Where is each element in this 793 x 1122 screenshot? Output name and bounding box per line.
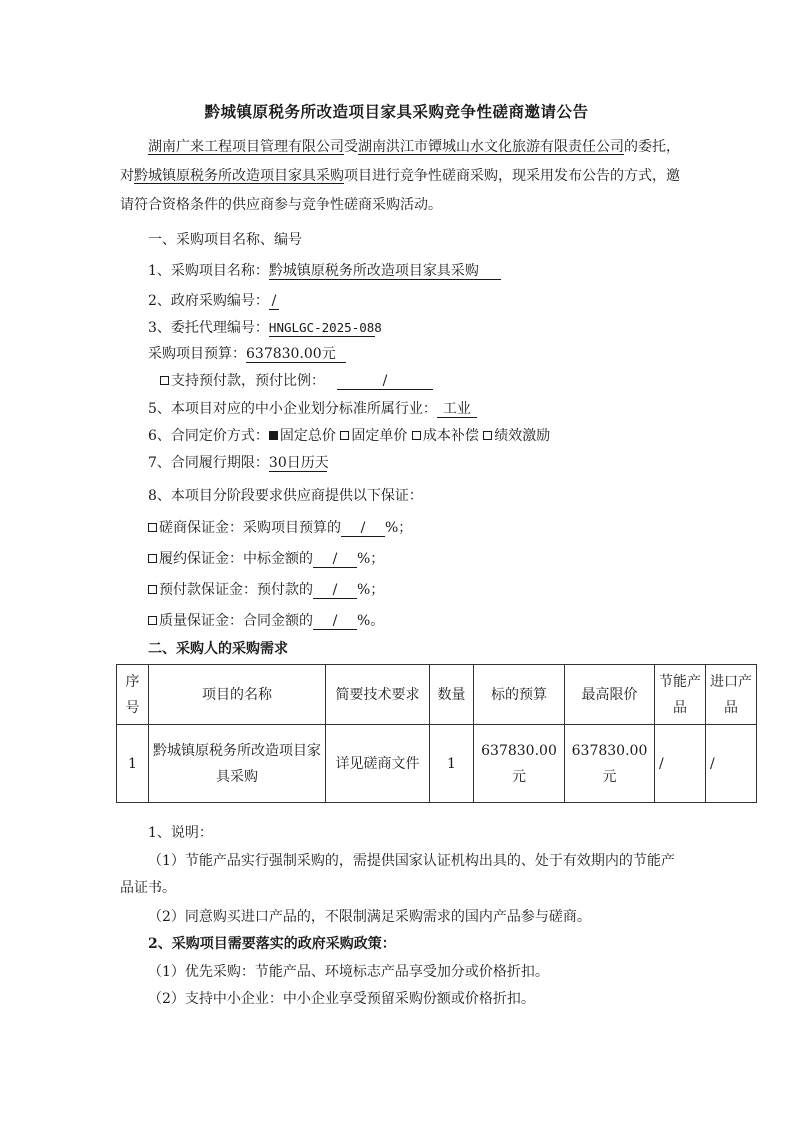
- note-1a-line-1: （1）节能产品实行强制采购的，需提供国家认证机构出具的、处于有效期内的节能产: [148, 853, 675, 869]
- header-imported: 进口产品: [706, 665, 757, 725]
- header-quantity: 数量: [430, 665, 474, 725]
- cell-imported: /: [706, 725, 757, 803]
- guarantee-prepay-checkbox: [148, 585, 157, 594]
- guarantee-performance-value: /: [313, 550, 357, 568]
- intro-line-3: 请符合资格条件的供应商参与竞争性磋商采购活动。: [120, 197, 442, 213]
- prepay-checkbox: [160, 376, 169, 385]
- section-2-heading: 二、采购人的采购需求: [148, 641, 288, 657]
- guarantee-prepay: [148, 581, 384, 599]
- guarantee-bid: [148, 519, 412, 537]
- pricing-option-fixed-unit: 固定单价: [351, 428, 408, 444]
- pricing-checkbox-fixed-unit: [340, 431, 349, 440]
- item-1: [148, 262, 501, 280]
- item-5-label: 5、本项目对应的中小企业划分标准所属行业：: [148, 401, 437, 417]
- guarantee-quality-suffix: %。: [357, 613, 385, 629]
- guarantee-prepay-suffix: %；: [357, 582, 385, 598]
- client-name: 湖南洪江市镡城山水文化旅游有限责任公司: [358, 139, 624, 155]
- item-1-value: 黔城镇原税务所改造项目家具采购: [269, 262, 501, 280]
- header-index: 序号: [117, 665, 149, 725]
- guarantee-quality-checkbox: [148, 616, 157, 625]
- intro-to: 对: [120, 168, 134, 184]
- item-5: [148, 400, 477, 418]
- budget-value: 637830.00元: [246, 345, 346, 363]
- note-1a-line-2: 品证书。: [120, 880, 176, 896]
- item-1-label: 1、采购项目名称：: [148, 263, 269, 279]
- pricing-option-fixed-total: 固定总价: [279, 428, 336, 444]
- item-7: [148, 454, 327, 472]
- budget: [148, 345, 346, 363]
- header-energy-saving: 节能产品: [655, 665, 706, 725]
- header-tech-req: 简要技术要求: [326, 665, 430, 725]
- page-title: 黔城镇原税务所改造项目家具采购竞争性磋商邀请公告: [204, 102, 589, 121]
- guarantee-quality-value: /: [313, 612, 357, 630]
- guarantee-quality-label: 质量保证金：合同金额的: [159, 613, 313, 629]
- cell-tech-req: 详见磋商文件: [326, 725, 430, 803]
- pricing-checkbox-fixed-total: [269, 431, 278, 440]
- guarantee-bid-value: /: [341, 519, 385, 537]
- note-1b: （2）同意购买进口产品的，不限制满足采购需求的国内产品参与磋商。: [148, 909, 591, 925]
- item-6: [148, 427, 550, 445]
- guarantee-performance-label: 履约保证金：中标金额的: [159, 551, 313, 567]
- pricing-option-performance: 绩效激励: [494, 428, 551, 444]
- pricing-checkbox-cost: [412, 431, 421, 440]
- table-header-row: [117, 665, 757, 725]
- intro-line-1: [148, 138, 680, 156]
- guarantee-bid-checkbox: [148, 523, 157, 532]
- cell-index: 1: [117, 725, 149, 803]
- item-2-label: 2、政府采购编号：: [148, 293, 269, 309]
- cell-energy-saving: /: [655, 725, 706, 803]
- guarantee-performance-checkbox: [148, 554, 157, 563]
- pricing-checkbox-performance: [483, 431, 492, 440]
- intro-entrust: 的委托，: [624, 139, 680, 155]
- note-2: 2、采购项目需要落实的政府采购政策：: [148, 936, 396, 952]
- cell-max-price: 637830.00元: [565, 725, 655, 803]
- agent-name: 湖南广来工程项目管理有限公司: [148, 139, 344, 155]
- guarantee-performance-suffix: %；: [357, 551, 385, 567]
- prepay-label: 支持预付款，预付比例：: [171, 373, 325, 389]
- item-3: [148, 319, 382, 337]
- item-5-value: 工业: [437, 400, 477, 418]
- note-1: 1、说明：: [148, 825, 213, 841]
- note-2b: （2）支持中小企业：中小企业享受预留采购份额或价格折扣。: [148, 991, 535, 1007]
- pricing-option-cost: 成本补偿: [422, 428, 479, 444]
- intro-rest-1: 项目进行竞争性磋商采购，现采用发布公告的方式，邀: [344, 168, 680, 184]
- guarantee-performance: [148, 550, 384, 568]
- item-3-value: HNGLGC-2025-088: [268, 320, 382, 335]
- note-2a: （1）优先采购：节能产品、环境标志产品享受加分或价格折扣。: [148, 964, 549, 980]
- intro-received: 受: [344, 139, 358, 155]
- guarantee-bid-label: 磋商保证金：采购项目预算的: [159, 520, 341, 536]
- item-2: [148, 292, 279, 310]
- table-row: [117, 725, 757, 803]
- cell-quantity: 1: [430, 725, 474, 803]
- item-7-value: 30日历天: [268, 455, 329, 471]
- header-budget: 标的预算: [474, 665, 565, 725]
- guarantee-prepay-value: /: [313, 581, 357, 599]
- item-2-value: /: [269, 292, 279, 310]
- requirements-table: [116, 664, 757, 803]
- cell-item-name: 黔城镇原税务所改造项目家具采购: [149, 725, 326, 803]
- item-7-label: 7、合同履行期限：: [148, 455, 269, 471]
- prepay-ratio: /: [337, 372, 433, 390]
- guarantee-prepay-label: 预付款保证金：预付款的: [159, 582, 313, 598]
- intro-project: 黔城镇原税务所改造项目家具采购: [134, 168, 344, 184]
- header-item-name: 项目的名称: [149, 665, 326, 725]
- header-max-price: 最高限价: [565, 665, 655, 725]
- guarantee-quality: [148, 612, 384, 630]
- section-1-heading: 一、采购项目名称、编号: [148, 232, 302, 248]
- item-8: 8、本项目分阶段要求供应商提供以下保证：: [148, 488, 423, 504]
- budget-label: 采购项目预算：: [148, 346, 246, 362]
- item-3-label: 3、委托代理编号：: [148, 320, 269, 336]
- cell-budget: 637830.00元: [474, 725, 565, 803]
- intro-line-2: [120, 167, 680, 185]
- prepay: [160, 372, 433, 390]
- item-6-label: 6、合同定价方式：: [148, 428, 269, 444]
- guarantee-bid-suffix: %；: [385, 520, 413, 536]
